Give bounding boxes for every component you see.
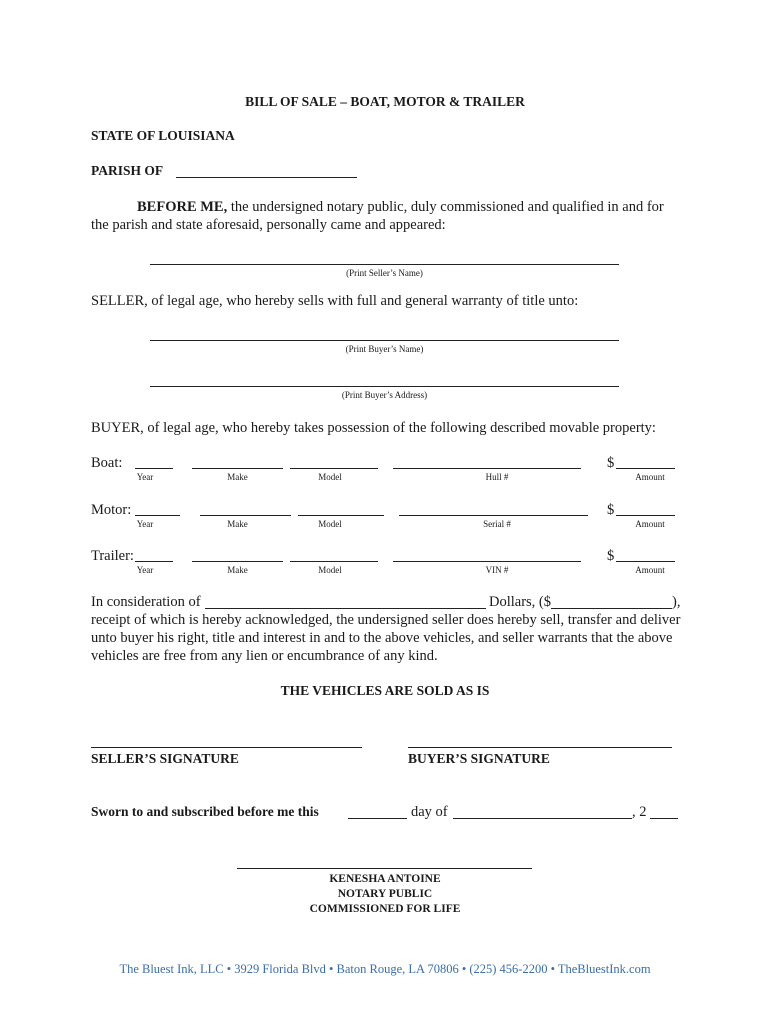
trailer-make-caption: Make — [227, 565, 248, 575]
document-title: BILL OF SALE – BOAT, MOTOR & TRAILER — [245, 94, 525, 109]
trailer-amount-field[interactable] — [616, 561, 675, 562]
consideration-line-4: vehicles are free from any lien or encumbrance of any kind. — [91, 648, 438, 664]
motor-label: Motor: — [91, 502, 132, 518]
trailer-make-field[interactable] — [192, 561, 283, 562]
as-is-heading: THE VEHICLES ARE SOLD AS IS — [280, 683, 490, 698]
motor-year-field[interactable] — [135, 515, 180, 516]
state-heading: STATE OF LOUISIANA — [91, 128, 235, 143]
trailer-dollar-sign: $ — [607, 548, 615, 564]
boat-make-caption: Make — [227, 472, 248, 482]
trailer-label: Trailer: — [91, 548, 134, 564]
consideration-words-field[interactable] — [205, 608, 486, 609]
parish-label: PARISH OF — [91, 163, 164, 178]
consideration-dollars: Dollars, ($ — [489, 594, 552, 610]
buyer-name-field[interactable] — [150, 340, 619, 341]
boat-year-caption: Year — [136, 472, 154, 482]
trailer-model-field[interactable] — [290, 561, 378, 562]
boat-dollar-sign: $ — [607, 455, 615, 471]
buyer-name-caption: (Print Buyer’s Name) — [345, 344, 424, 354]
boat-amount-field[interactable] — [616, 468, 675, 469]
trailer-year-field[interactable] — [135, 561, 173, 562]
boat-hull-field[interactable] — [393, 468, 581, 469]
notary-signature-field[interactable] — [237, 868, 532, 869]
boat-label: Boat: — [91, 455, 123, 471]
trailer-vin-field[interactable] — [393, 561, 581, 562]
sworn-statement: Sworn to and subscribed before me this — [91, 804, 319, 819]
parish-field[interactable] — [176, 177, 357, 178]
motor-year-caption: Year — [136, 519, 154, 529]
notary-name: KENESHA ANTOINE — [329, 873, 441, 885]
consideration-amount-field[interactable] — [551, 608, 672, 609]
motor-dollar-sign: $ — [607, 502, 615, 518]
intro-line-1: the undersigned notary public, duly commissioned and qualified in and for — [227, 199, 664, 215]
motor-make-caption: Make — [227, 519, 248, 529]
motor-amount-field[interactable] — [616, 515, 675, 516]
consideration-line-2: receipt of which is hereby acknowledged, the undersigned seller does hereby sell, transfer and deliver — [91, 612, 681, 628]
boat-model-caption: Model — [318, 472, 342, 482]
buyer-signature-label: BUYER’S SIGNATURE — [408, 751, 550, 766]
motor-serial-caption: Serial # — [483, 519, 511, 529]
trailer-year-caption: Year — [136, 565, 154, 575]
trailer-amount-caption: Amount — [635, 565, 665, 575]
motor-amount-caption: Amount — [635, 519, 665, 529]
footer-company-info: The Bluest Ink, LLC • 3929 Florida Blvd • Baton Rouge, LA 70806 • (225) 456-2200 • TheBluestInk.com — [119, 962, 651, 976]
boat-year-field[interactable] — [135, 468, 173, 469]
seller-name-field[interactable] — [150, 264, 619, 265]
sworn-month-field[interactable] — [453, 818, 632, 819]
intro-line-2: the parish and state aforesaid, personally came and appeared: — [91, 217, 446, 233]
boat-hull-caption: Hull # — [485, 472, 509, 482]
seller-signature-field[interactable] — [91, 747, 362, 748]
trailer-model-caption: Model — [318, 565, 342, 575]
seller-clause: SELLER, of legal age, who hereby sells with full and general warranty of title unto: — [91, 293, 579, 309]
trailer-vin-caption: VIN # — [485, 565, 509, 575]
consideration-line-3: unto buyer his right, title and interest in and to the above vehicles, and seller warrants that the above — [91, 630, 673, 646]
notary-title: NOTARY PUBLIC — [337, 888, 433, 900]
consideration-start: In consideration of — [91, 594, 201, 610]
sworn-day-field[interactable] — [348, 818, 407, 819]
sworn-year-field[interactable] — [650, 818, 678, 819]
notary-term: COMMISSIONED FOR LIFE — [309, 903, 461, 915]
seller-name-caption: (Print Seller’s Name) — [346, 268, 423, 278]
motor-model-field[interactable] — [298, 515, 384, 516]
intro-lead: BEFORE ME, — [137, 199, 228, 215]
motor-model-caption: Model — [318, 519, 342, 529]
buyer-address-field[interactable] — [150, 386, 619, 387]
boat-make-field[interactable] — [192, 468, 283, 469]
sworn-day-of: day of — [411, 804, 448, 820]
boat-model-field[interactable] — [290, 468, 378, 469]
intro-paragraph — [91, 198, 691, 234]
seller-signature-label: SELLER’S SIGNATURE — [91, 751, 239, 766]
buyer-signature-field[interactable] — [408, 747, 672, 748]
buyer-address-caption: (Print Buyer’s Address) — [341, 390, 428, 400]
boat-amount-caption: Amount — [635, 472, 665, 482]
motor-make-field[interactable] — [200, 515, 291, 516]
motor-serial-field[interactable] — [399, 515, 588, 516]
sworn-year-prefix: , 2 — [632, 804, 647, 820]
buyer-clause: BUYER, of legal age, who hereby takes possession of the following described movable property: — [91, 420, 656, 436]
consideration-close: ), — [672, 594, 681, 610]
